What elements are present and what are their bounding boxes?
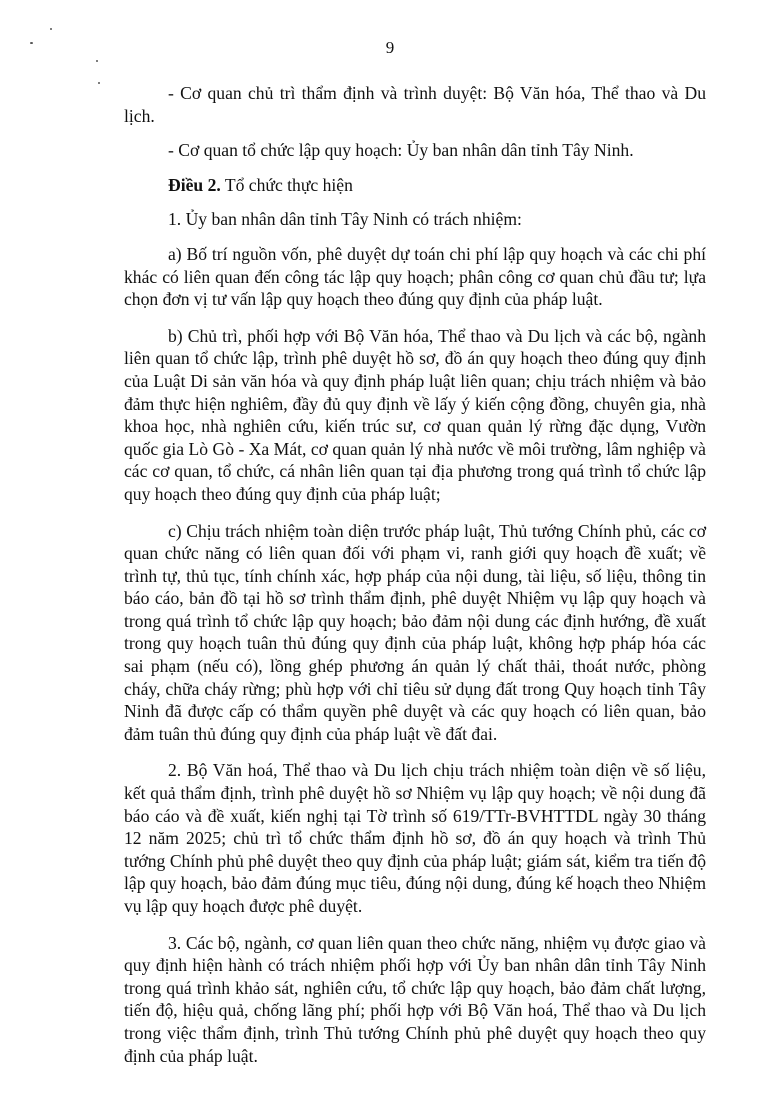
page-number: 9 (385, 38, 395, 57)
article-title: Tổ chức thực hiện (220, 174, 353, 195)
paragraph-clause-1a: a) Bố trí nguồn vốn, phê duyệt dự toán chi phí lập quy hoạch và các chi phí khác có liên quan đến công tác lập quy hoạch; phân công cơ quan chủ đầu tư; lựa chọn đơn vị tư vấn lập quy hoạch theo đúng quy định của pháp luật. (124, 243, 706, 310)
scan-speck (96, 60, 98, 62)
document-body (124, 82, 706, 1081)
paragraph-clause-2: 2. Bộ Văn hoá, Thể thao và Du lịch chịu trách nhiệm toàn diện về số liệu, kết quả thẩm định, trình phê duyệt hồ sơ Nhiệm vụ lập quy hoạch; về nội dung đã báo cáo và đề xuất, kiến nghị tại Tờ trình số 619/TTr-BVHTTDL ngày 30 tháng 12 năm 2025; chủ trì tổ chức thẩm định hồ sơ, đồ án quy hoạch và trình Thủ tướng Chính phủ phê duyệt theo quy định của pháp luật; giám sát, kiểm tra tiến độ lập quy hoạch, bảo đảm đúng mục tiêu, đúng nội dung, đúng kế hoạch theo Nhiệm vụ lập quy hoạch được phê duyệt. (124, 760, 706, 916)
article-label: Điều 2. (168, 174, 221, 195)
scan-speck (98, 82, 100, 84)
paragraph-planning-agency: - Cơ quan tổ chức lập quy hoạch: Ủy ban nhân dân tỉnh Tây Ninh. (168, 140, 634, 161)
paragraph-clause-3: 3. Các bộ, ngành, cơ quan liên quan theo chức năng, nhiệm vụ được giao và quy định hiện hành có trách nhiệm phối hợp với Ủy ban nhân dân tỉnh Tây Ninh trong quá trình khảo sát, nghiên cứu, tổ chức lập quy hoạch, bảo đảm chất lượng, tiến độ, hiệu quả, chống lãng phí; phối hợp với Bộ Văn hoá, Thể thao và Du lịch trong việc thẩm định, trình Thủ tướng Chính phủ phê duyệt quy hoạch theo quy định của pháp luật. (124, 932, 706, 1066)
paragraph-clause-1: 1. Ủy ban nhân dân tỉnh Tây Ninh có trách nhiệm: (168, 209, 522, 230)
scan-speck (50, 28, 52, 30)
paragraph-clause-1c: c) Chịu trách nhiệm toàn diện trước pháp luật, Thủ tướng Chính phủ, các cơ quan chức năng có liên quan đối với phạm vi, ranh giới quy hoạch đề xuất; về trình tự, thủ tục, tính chính xác, hợp pháp của nội dung, tài liệu, số liệu, thông tin báo cáo, bản đồ tại hồ sơ trình thẩm định, phê duyệt Nhiệm vụ lập quy hoạch và trong quá trình tổ chức lập quy hoạch; bảo đảm nội dung các định hướng, đề xuất trong quy hoạch tuân thủ đúng quy định của pháp luật, không hợp pháp hóa các sai phạm (nếu có), lồng ghép phương án quản lý chất thải, thoát nước, phòng cháy, chữa cháy rừng; phù hợp với chỉ tiêu sử dụng đất trong Quy hoạch tỉnh Tây Ninh đã được cấp có thẩm quyền phê duyệt và các quy hoạch có liên quan, bảo đảm tuân thủ đúng quy định của pháp luật về đất đai. (124, 520, 706, 744)
paragraph-clause-1b: b) Chủ trì, phối hợp với Bộ Văn hóa, Thể thao và Du lịch và các bộ, ngành liên quan tổ chức lập, trình phê duyệt hồ sơ, đồ án quy hoạch theo đúng quy định của Luật Di sản văn hóa và quy định pháp luật liên quan; chịu trách nhiệm và bảo đảm thực hiện nghiêm, đầy đủ quy định về lấy ý kiến cộng đồng, chuyên gia, nhà khoa học, nhà nghiên cứu, kiến trúc sư, cơ quan quản lý rừng đặc dụng, Vườn quốc gia Lò Gò - Xa Mát, cơ quan quản lý nhà nước về môi trường, lâm nghiệp và các cơ quan, tổ chức, cá nhân liên quan tại địa phương trong quá trình tổ chức lập quy hoạch theo đúng quy định của pháp luật; (124, 325, 706, 504)
article-heading (124, 174, 706, 197)
paragraph-appraisal-agency: - Cơ quan chủ trì thẩm định và trình duyệt: Bộ Văn hóa, Thể thao và Du lịch. (124, 83, 706, 126)
